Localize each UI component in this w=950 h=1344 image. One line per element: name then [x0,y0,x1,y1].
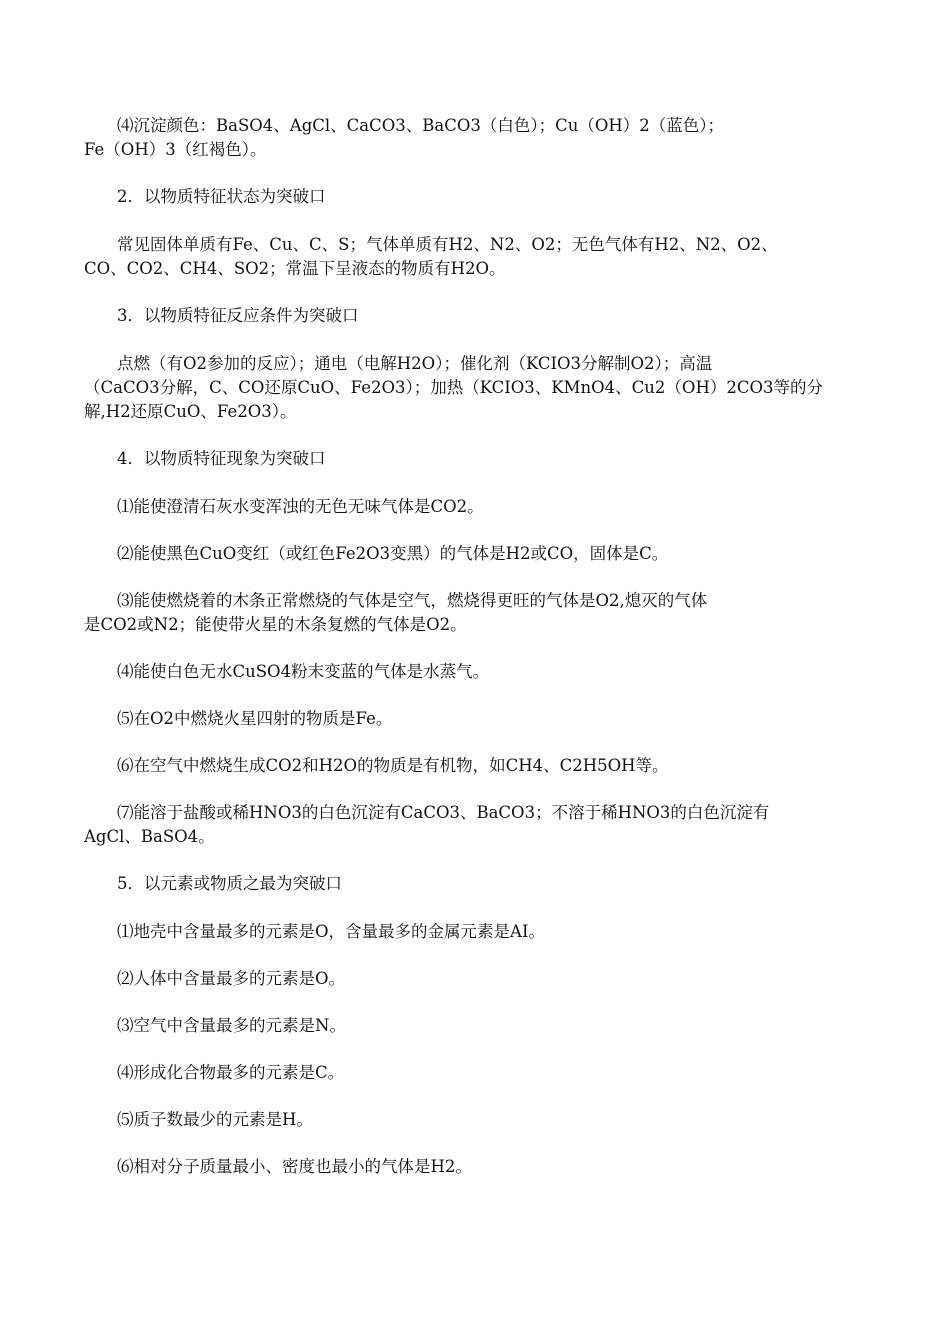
paragraph-precipitate-colors [84,114,864,162]
list-item [84,754,864,778]
text-line: Fe（OH）3（红褐色）。 [84,140,267,159]
text-line: ⑹在空气中燃烧生成CO2和H2O的物质是有机物，如CH4、C2H5OH等。 [117,756,669,775]
section-heading-3 [84,304,864,328]
list-item [84,707,864,731]
document-page [84,114,864,1202]
paragraph-states [84,233,864,281]
text-line: 5．以元素或物质之最为突破口 [117,874,342,893]
list-item [84,542,864,566]
section-heading-2 [84,185,864,209]
text-line: 3．以物质特征反应条件为突破口 [117,306,359,325]
list-item [84,920,864,944]
text-line: ⑵人体中含量最多的元素是O。 [117,969,346,988]
text-line: （CaCO3分解，C、CO还原CuO、Fe2O3）；加热（KCIO3、KMnO4、Cu2（OH）2CO3等的分 [84,378,823,397]
list-item [84,1061,864,1085]
text-line: ⑴地壳中含量最多的元素是O，含量最多的金属元素是AI。 [117,922,545,941]
section-heading-4 [84,447,864,471]
list-item [84,967,864,991]
text-line: 常见固体单质有Fe、Cu、C、S；气体单质有H2、N2、O2；无色气体有H2、N2、O2、 [117,235,778,254]
text-line: CO、CO2、CH4、SO2；常温下呈液态的物质有H2O。 [84,259,506,278]
text-line: 点燃（有O2参加的反应）；通电（电解H2O）；催化剂（KCIO3分解制O2）；高温 [117,354,713,373]
text-line: ⑴能使澄清石灰水变浑浊的无色无味气体是CO2。 [117,497,484,516]
text-line: ⑷形成化合物最多的元素是C。 [117,1063,345,1082]
text-line: ⑸质子数最少的元素是H。 [117,1110,313,1129]
list-item [84,589,864,637]
text-line: ⑶能使燃烧着的木条正常燃烧的气体是空气，燃烧得更旺的气体是O2,熄灭的气体 [117,591,708,610]
text-line: 解,H2还原CuO、Fe2O3）。 [84,402,297,421]
text-line: 2．以物质特征状态为突破口 [117,187,326,206]
text-line: ⑶空气中含量最多的元素是N。 [117,1016,346,1035]
text-line: 4．以物质特征现象为突破口 [117,449,326,468]
list-item [84,495,864,519]
list-item [84,660,864,684]
text-line: AgCl、BaSO4。 [84,827,215,846]
section-heading-5 [84,872,864,896]
text-line: ⑹相对分子质量最小、密度也最小的气体是H2。 [117,1157,472,1176]
text-line: ⑵能使黑色CuO变红（或红色Fe2O3变黑）的气体是H2或CO，固体是C。 [117,544,669,563]
text-line: ⑷沉淀颜色：BaSO4、AgCl、CaCO3、BaCO3（白色）；Cu（OH）2（蓝色）； [117,116,725,135]
text-line: ⑺能溶于盐酸或稀HNO3的白色沉淀有CaCO3、BaCO3；不溶于稀HNO3的白色沉淀有 [117,803,770,822]
text-line: ⑸在O2中燃烧火星四射的物质是Fe。 [117,709,393,728]
text-line: ⑷能使白色无水CuSO4粉末变蓝的气体是水蒸气。 [117,662,490,681]
list-item [84,1014,864,1038]
list-item [84,1155,864,1179]
paragraph-reaction-conditions [84,352,864,424]
text-line: 是CO2或N2；能使带火星的木条复燃的气体是O2。 [84,615,467,634]
list-item [84,1108,864,1132]
list-item [84,801,864,849]
